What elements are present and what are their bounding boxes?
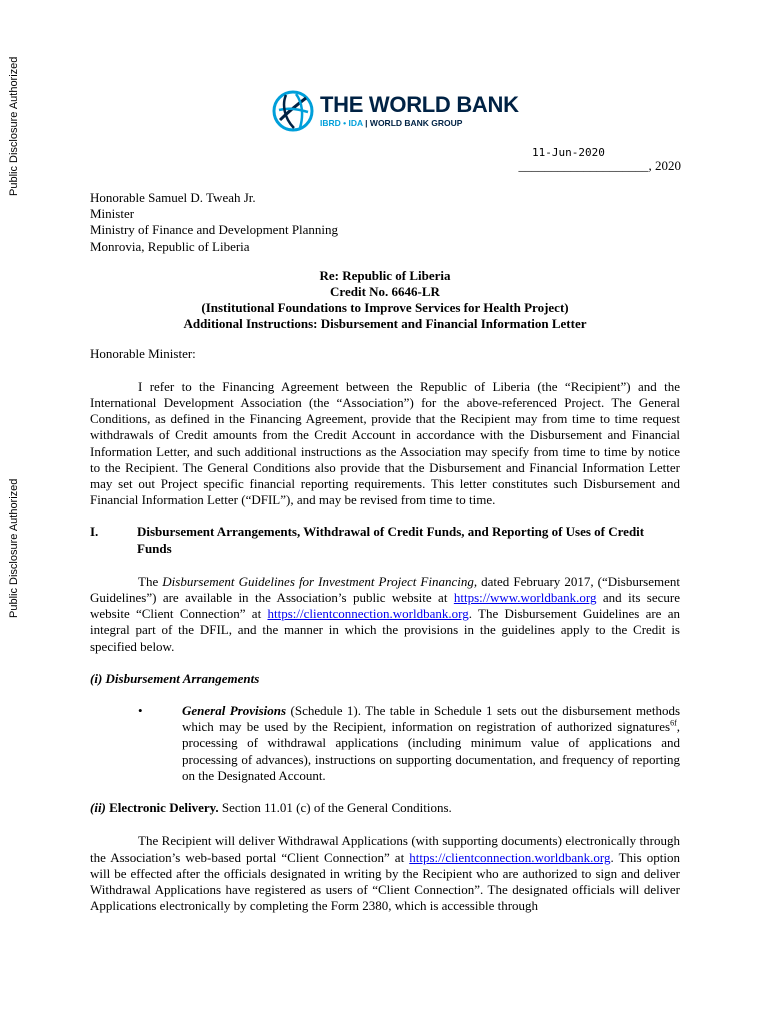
logo-title: THE WORLD BANK <box>320 92 519 117</box>
letter-body <box>90 190 680 914</box>
subject-line: Additional Instructions: Disbursement and Financial Information Letter <box>183 316 587 332</box>
bullet-text: General Provisions (Schedule 1). The table in Schedule 1 sets out the disbursement methods which may be used by the Recipient, information on registration of authorized signatures$^{6f}$, processing of withdrawal applications (including minimum value of applications and processing of advances), instructions on supporting documentation, and frequency of reporting on the Designated Account. <box>182 703 681 783</box>
logo-subtitle: IBRD • IDA | WORLD BANK GROUP <box>320 118 463 128</box>
client-connection-link[interactable]: https://clientconnection.worldbank.org <box>267 606 469 622</box>
address-line: Minister <box>90 206 135 222</box>
world-bank-logo <box>272 90 519 132</box>
public-disclosure-label-top: Public Disclosure Authorized <box>8 56 20 196</box>
subject-line: Re: Republic of Liberia <box>319 267 451 283</box>
subsection-electronic-delivery: (ii) Electronic Delivery. Section 11.01 (c) of the General Conditions. <box>90 800 452 816</box>
guidelines-paragraph: The Disbursement Guidelines for Investment Project Financing, dated February 2017, (“Disbursement Guidelines”) are available in the Association’s public website at https://www.worldbank.org and its secure website “Client Connection” at https://clientconnection.worldbank.org. The Disbursement Guidelines are an integral part of the DFIL, and the manner in which the provisions in the guidelines apply to the Credit is specified below. <box>90 573 680 654</box>
intro-paragraph: I refer to the Financing Agreement between the Republic of Liberia (the “Recipient”) and the International Development Association (the “Association”) for the above-referenced Project. The General Conditions, as defined in the Financing Agreement, provide that the Recipient may from time to time request withdrawals of Credit amounts from the Credit Account in accordance with the Disbursement and Financial Information Letter, and such additional instructions as the Association may specify from time to time by notice to the Recipient. The General Conditions also provide that the Disbursement and Financial Information Letter may set out Project specific financial reporting requirements. This letter constitutes such Disbursement and Financial Information Letter (“DFIL”), and may be revised from time to time. <box>90 378 680 508</box>
subject-line: (Institutional Foundations to Improve Services for Health Project) <box>201 300 569 316</box>
public-disclosure-label-middle: Public Disclosure Authorized <box>8 478 20 618</box>
subject-block <box>90 268 680 333</box>
section-heading <box>90 524 680 556</box>
list-item <box>90 703 680 784</box>
electronic-delivery-paragraph: The Recipient will deliver Withdrawal Applications (with supporting documents) electronically through the Association’s web-based portal “Client Connection” at https://clientconnection.worldbank.org. This option will be effected after the officials designated in writing by the Recipient who are authorized to sign and deliver Withdrawal Applications have registered as users of “Client Connection”. The designated officials will deliver Applications electronically by completing the Form 2380, which is accessible through <box>90 833 680 914</box>
recipient-address <box>90 190 680 255</box>
address-line: Honorable Samuel D. Tweah Jr. <box>90 190 256 205</box>
subsection-disbursement-arrangements: (i) Disbursement Arrangements <box>90 670 260 686</box>
world-bank-globe-icon <box>272 90 314 132</box>
address-line: Ministry of Finance and Development Planning <box>90 222 339 238</box>
date-stamp: 11-Jun-2020 <box>532 146 605 159</box>
bullet-icon: • <box>138 703 143 719</box>
client-connection-link[interactable]: https://clientconnection.worldbank.org <box>409 849 611 865</box>
salutation: Honorable Minister: <box>90 345 196 361</box>
worldbank-link[interactable]: https://www.worldbank.org <box>453 590 597 606</box>
date-line: ____________________, 2020 <box>518 158 681 173</box>
address-line: Monrovia, Republic of Liberia <box>90 238 250 254</box>
section-title: Disbursement Arrangements, Withdrawal of Credit Funds, and Reporting of Uses of Credit Funds <box>137 524 645 556</box>
section-number: I. <box>90 524 99 540</box>
subject-line: Credit No. 6646-LR <box>330 284 440 300</box>
